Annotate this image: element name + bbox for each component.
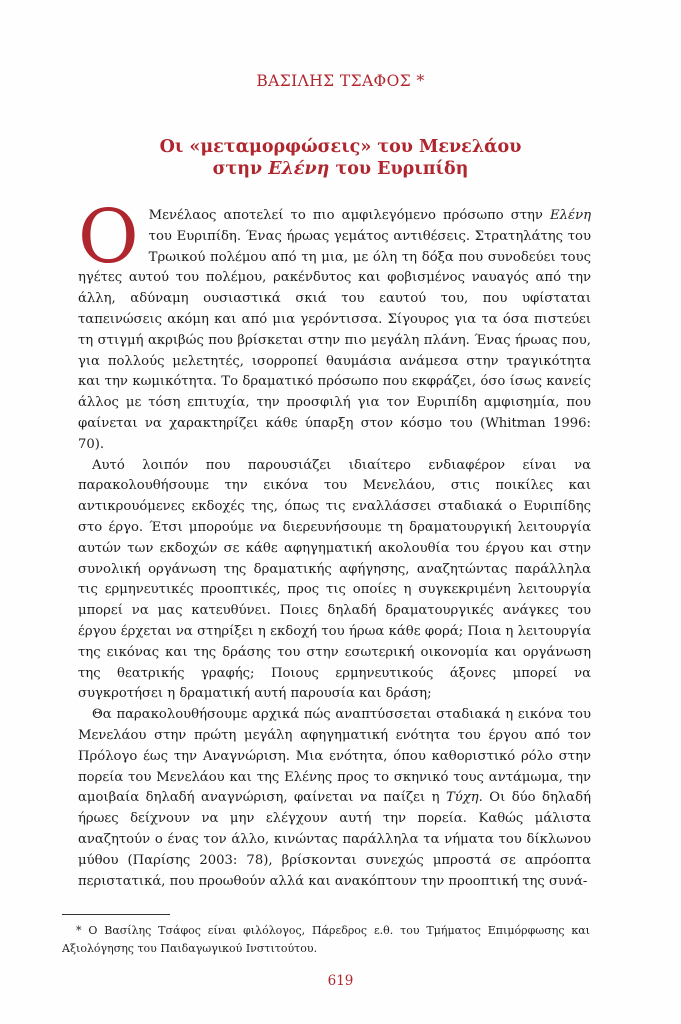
- paragraph-1-part-c: του Ευριπίδη. Ένας ήρωας γεμάτος αντιθέσεις. Στρατηλάτης του Τρωικού πολέμου από τη μια, με όλη τη δόξα που συνοδεύει τους ηγέτες αυτού του πολέμου, ρακένδυτος και φοβισμένος ναυαγός από την άλλη, αδύναμη ουσιαστικά σκιά του εαυτού του, που υφίσταται ταπεινώσεις ακόμη και από μια γερόντισσα. Σίγουρος για τα όσα πιστεύει τη στιγμή ακριβώς που βρίσκεται στην πιο μεγάλη πλάνη. Ένας ήρωας που, για πολλούς μελετητές, ισορροπεί θαυμάσια ανάμεσα στην τραγικότητα και την κωμικότητα. Το δραματικό πρόσωπο που εκφράζει, όσο ίσως κανείς άλλος με τόση επιτυχία, την προσφιλή για τον Ευριπίδη αμφισημία, που φαίνεται να χαρακτηρίζει κάθε ύπαρξη στον κόσμο του (Whitman 1996: 70).: [78, 228, 591, 452]
- paragraph-3-part-a: Θα παρακολουθήσουμε αρχικά πώς αναπτύσσεται σταδιακά η εικόνα του Μενελάου στην πρώτη μεγάλη αφηγηματική ενότητα του έργου από τον Πρόλογο έως την Αναγνώριση. Μια ενότητα, όπου καθοριστικό ρόλο στην πορεία του Μενελάου και της Ελένης προς το σκηνικό τους αντάμωμα, την αμοιβαία δηλαδή αναγνώριση, φαίνεται να παίζει η: [78, 707, 591, 806]
- article-title: [0, 136, 681, 180]
- footnote: * Ο Βασίλης Τσάφος είναι φιλόλογος, Πάρεδρος ε.θ. του Τμήματος Επιμόρφωσης και Αξιολόγησης του Παιδαγωγικού Ινστιτούτου.: [62, 924, 590, 955]
- title-line-2-post: του Ευριπίδη: [329, 159, 469, 179]
- title-line-1: Οι «μεταμορφώσεις» του Μενελάου: [159, 137, 522, 157]
- paragraph-1-emphasis: Ελένη: [550, 208, 591, 223]
- paragraph-1: [78, 194, 591, 456]
- page-number: 619: [327, 973, 354, 989]
- author-name: ΒΑΣΙΛΗΣ ΤΣΑΦΟΣ *: [256, 72, 425, 90]
- article-body: [78, 194, 591, 892]
- paragraph-2: Αυτό λοιπόν που παρουσιάζει ιδιαίτερο ενδιαφέρον είναι να παρακολουθήσουμε την εικόνα του Μενελάου, στις ποικίλες και αντικρουόμενες εκδοχές της, όπως τις εναλλάσσει σταδιακά ο Ευριπίδης στο έργο. Έτσι μπορούμε να διερευνήσουμε τη δραματουργική λειτουργία αυτών των εκδοχών σε κάθε αφηγηματική ακολουθία του έργου και στην συνολική οργάνωση της δραματικής αφήγησης, αναζητώντας παράλληλα τις ερμηνευτικές προοπτικές, προς τις οποίες η συγκεκριμένη λειτουργία μπορεί να μας κατευθύνει. Ποιες δηλαδή δραματουργικές ανάγκες του έργου έρχεται να στηρίξει η εκδοχή του ήρωα κάθε φορά; Ποια η λειτουργία της εικόνας και της δράσης του στην εσωτερική οικονομία και οργάνωση της θεατρικής γραφής; Ποιους ερμηνευτικούς άξονες μπορεί να συγκροτήσει η δραματική αυτή παρουσία και δράση;: [78, 457, 591, 702]
- paragraph-3: [78, 705, 591, 892]
- title-line-2: [0, 158, 681, 180]
- paragraph-1-part-a: Μενέλαος αποτελεί το πιο αμφιλεγόμενο πρόσωπο στην: [148, 208, 551, 223]
- drop-cap: Ο: [78, 194, 139, 280]
- footnote-divider: [62, 914, 170, 915]
- paragraph-3-part-c: . Οι δύο δηλαδή ήρωες δείχνουν να μην ελέγχουν αυτή την πορεία. Καθώς μάλιστα αναζητούν ο ένας τον άλλο, κινώντας παράλληλα τα νήματα του δίκλωνου μύθου (Παρίσης 2003: 78), βρίσκονται συνεχώς μπροστά σε απρόοπτα περιστατικά, που προωθούν αλλά και ανακόπτουν την προοπτική της συνά-: [78, 790, 591, 889]
- title-line-2-pre: στην: [212, 159, 269, 179]
- paragraph-3-emphasis: Τύχη: [445, 790, 479, 806]
- title-work-name: Ελένη: [268, 159, 330, 179]
